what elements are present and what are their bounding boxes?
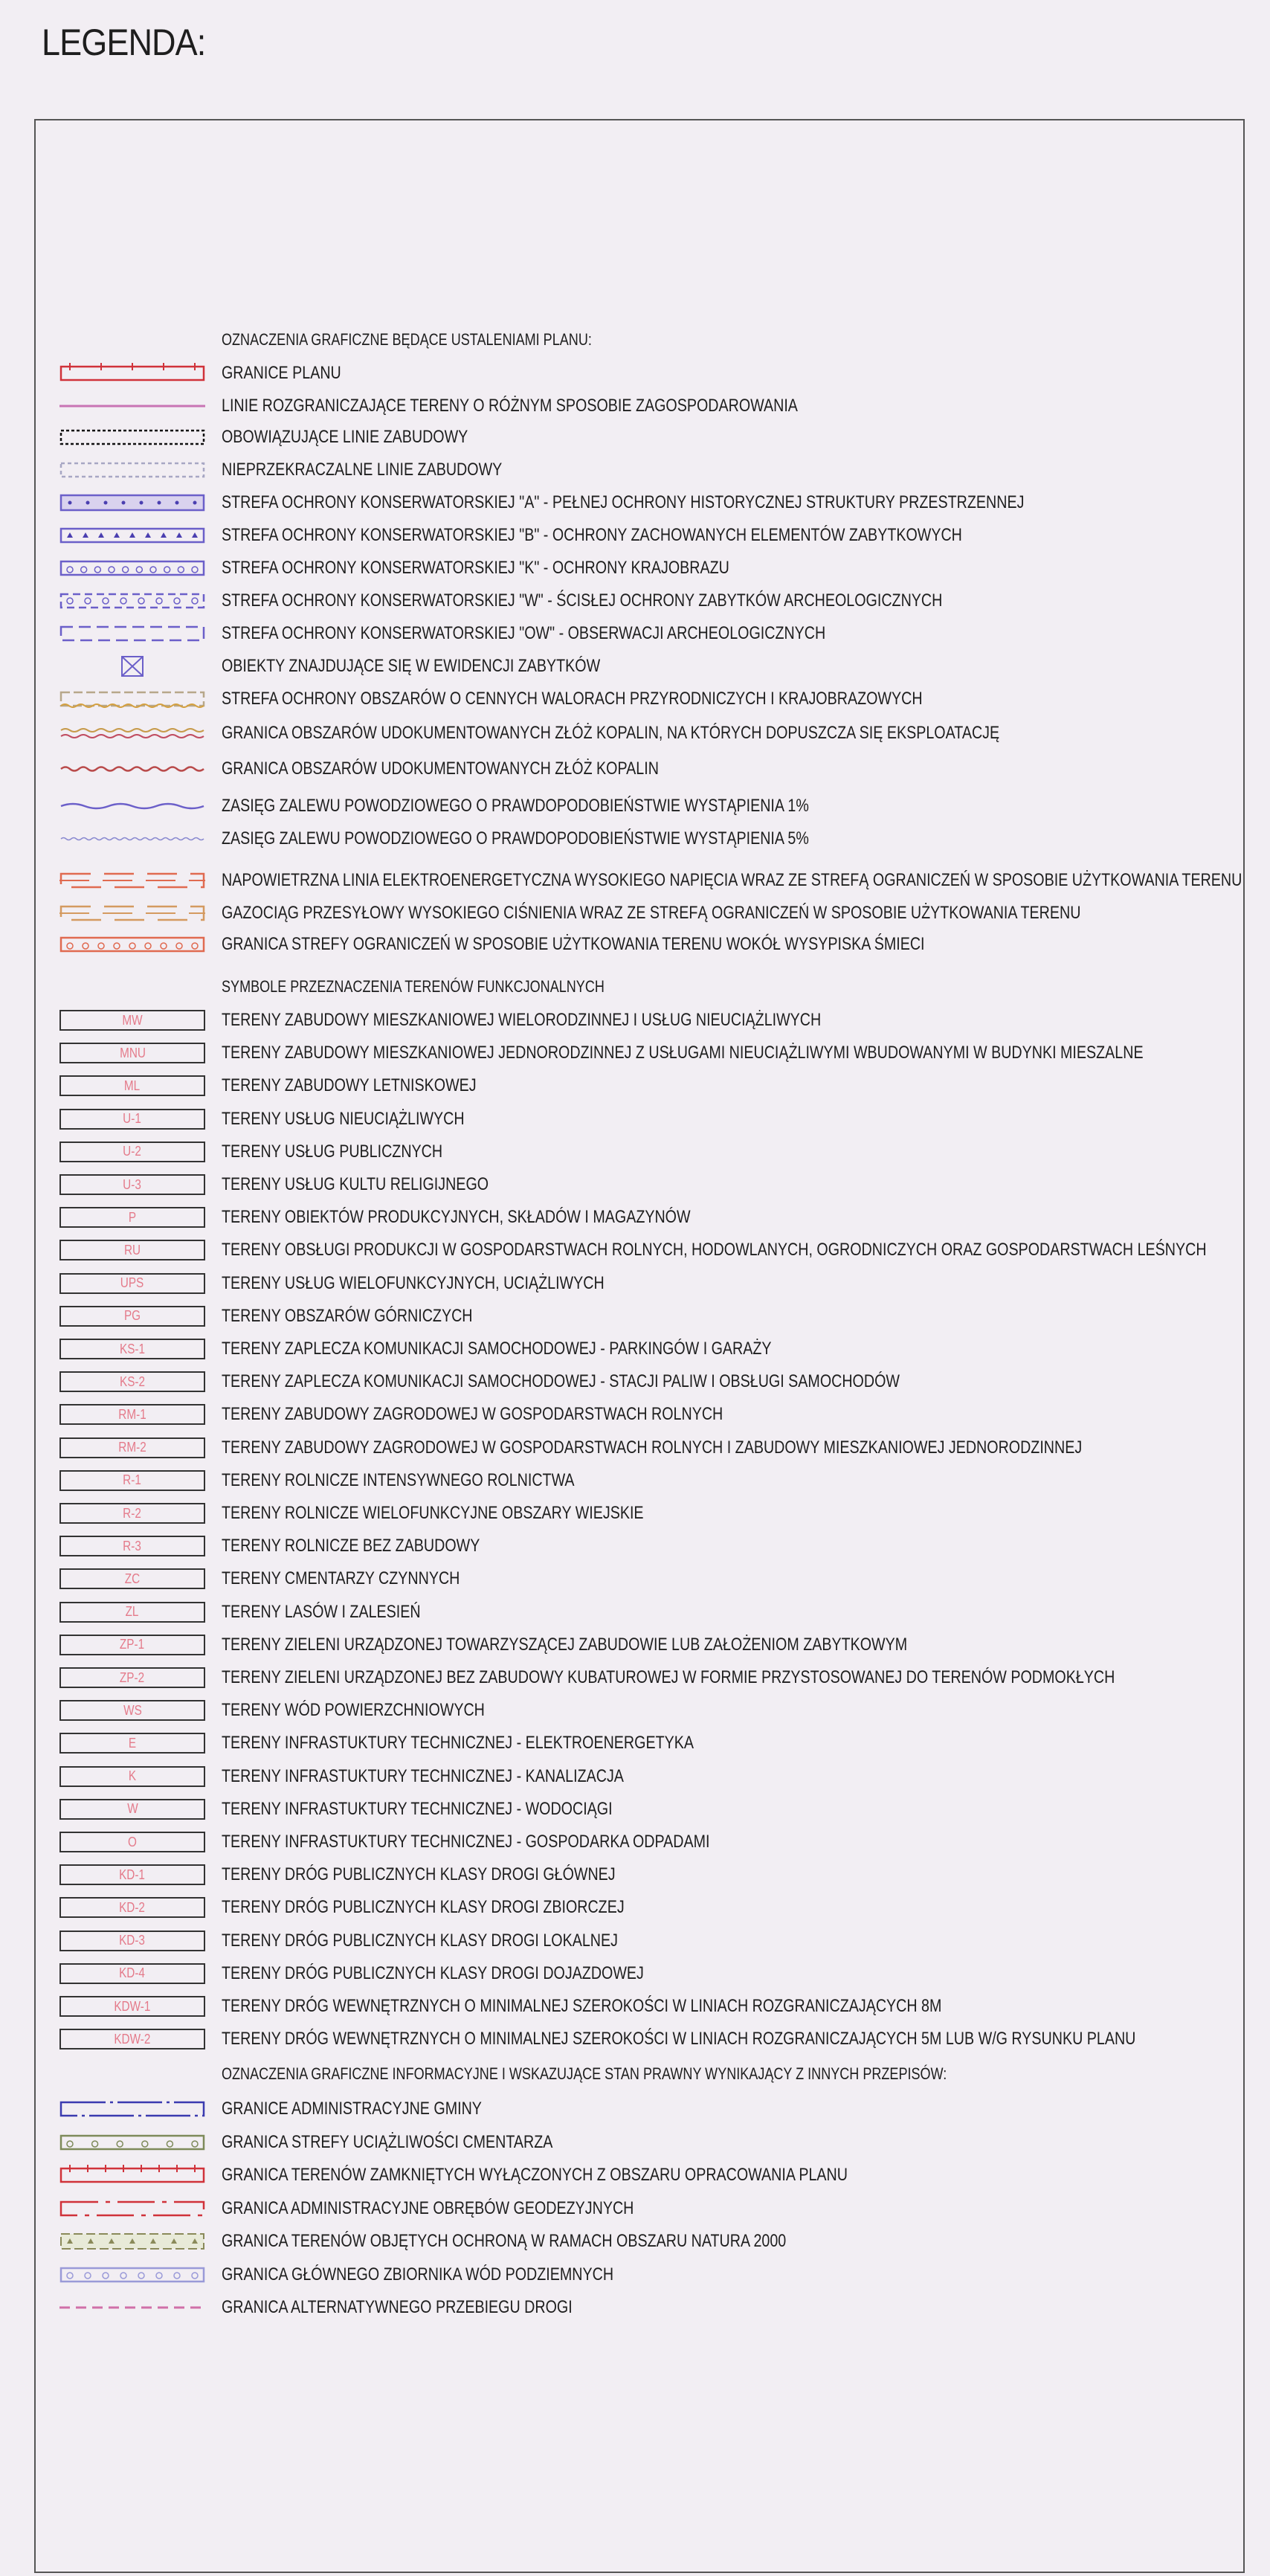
graphic-item-label: GRANICA STREFY OGRANICZEŃ W SPOSOBIE UŻYTKOWANIA TERENU WOKÓŁ WYSYPISKA ŚMIECI — [222, 934, 925, 954]
land-use-label: TERENY LASÓW I ZALESIEŃ — [222, 1601, 421, 1622]
graphic-item-row — [0, 358, 1270, 388]
land-use-label: TERENY ZAPLECZA KOMUNIKACJI SAMOCHODOWEJ - STACJI PALIW I OBSŁUGI SAMOCHODÓW — [222, 1371, 900, 1392]
land-use-code: RU — [123, 1242, 141, 1258]
land-use-label: TERENY ZIELENI URZĄDZONEJ BEZ ZABUDOWY KUBATUROWEJ W FORMIE PRZYSTOSOWANEJ DO TERENÓW PODMOKŁYCH — [222, 1667, 1115, 1687]
info-item-row — [0, 2260, 1270, 2290]
zone-w-icon — [59, 590, 205, 611]
land-use-label: TERENY ZABUDOWY MIESZKANIOWEJ WIELORODZINNEJ I USŁUG NIEUCIĄŻLIWYCH — [222, 1010, 822, 1030]
land-use-code-box — [59, 1339, 205, 1359]
zone-a-icon — [59, 492, 205, 513]
graphic-item-label: NIEPRZEKRACZALNE LINIE ZABUDOWY — [222, 460, 503, 480]
flood-1-icon — [59, 796, 205, 817]
land-use-label: TERENY WÓD POWIERZCHNIOWYCH — [222, 1700, 485, 1721]
land-use-label: TERENY INFRASTUKTURY TECHNICZNEJ - KANALIZACJA — [222, 1765, 624, 1786]
land-use-code: O — [128, 1834, 137, 1849]
land-use-label: TERENY ZABUDOWY MIESZKANIOWEJ JEDNORODZINNEJ Z USŁUGAMI NIEUCIĄŻLIWYMI WBUDOWANYMI W BUDYNKI MIESZALNE — [222, 1043, 1144, 1063]
land-use-label: TERENY ROLNICZE BEZ ZABUDOWY — [222, 1536, 480, 1556]
land-use-label: TERENY USŁUG WIELOFUNKCYJNYCH, UCIĄŻLIWYCH — [222, 1272, 605, 1293]
land-use-code: WS — [123, 1702, 142, 1718]
land-use-row — [0, 1269, 1270, 1298]
land-use-label: TERENY DRÓG PUBLICZNYCH KLASY DROGI LOKALNEJ — [222, 1930, 618, 1951]
land-use-label: TERENY DRÓG WEWNĘTRZNYCH O MINIMALNEJ SZEROKOŚCI W LINIACH ROZGRANICZAJĄCYCH 5M LUB W/G RYSUNKU PLANU — [222, 2029, 1136, 2049]
minerals-deposit-icon — [59, 759, 205, 779]
info-item-label: GRANICA TERENÓW ZAMKNIĘTYCH WYŁĄCZONYCH Z OBSZARU OPRACOWANIA PLANU — [222, 2165, 848, 2185]
land-use-row — [0, 1498, 1270, 1528]
land-use-label: TERENY DRÓG WEWNĘTRZNYCH O MINIMALNEJ SZEROKOŚCI W LINIACH ROZGRANICZAJĄCYCH 8M — [222, 1996, 942, 2016]
land-use-code-box — [59, 1602, 205, 1623]
graphic-item-label: GRANICA OBSZARÓW UDOKUMENTOWANYCH ZŁÓŻ KOPALIN — [222, 759, 659, 779]
land-use-code: U-2 — [123, 1144, 142, 1159]
graphic-item-row — [0, 791, 1270, 821]
land-use-code-box — [59, 1864, 205, 1885]
land-use-row — [0, 1466, 1270, 1495]
graphic-item-row — [0, 718, 1270, 748]
land-use-code-box — [59, 1700, 205, 1721]
graphic-item-label: STREFA OCHRONY KONSERWATORSKIEJ "K" - OCHRONY KRAJOBRAZU — [222, 558, 729, 578]
land-use-row — [0, 1762, 1270, 1791]
land-use-code-box — [59, 1043, 205, 1063]
land-use-row — [0, 1005, 1270, 1035]
minerals-exploitation-icon — [59, 723, 205, 744]
land-use-code-box — [59, 1207, 205, 1228]
land-use-code-box — [59, 1568, 205, 1589]
land-use-code: ZC — [124, 1571, 141, 1586]
land-use-row — [0, 1991, 1270, 2021]
land-use-code-box — [59, 1733, 205, 1754]
land-use-code: UPS — [120, 1275, 144, 1291]
land-use-code: ML — [124, 1078, 141, 1093]
graphic-item-row — [0, 824, 1270, 854]
land-use-code-box — [59, 1273, 205, 1294]
land-use-label: TERENY CMENTARZY CZYNNYCH — [222, 1568, 460, 1589]
graphic-item-label: NAPOWIETRZNA LINIA ELEKTROENERGETYCZNA WYSOKIEGO NAPIĘCIA WRAZ ZE STREFĄ OGRANICZEŃ W SPOSOBIE UŻYTKOWANIA TERENU — [222, 870, 1242, 890]
graphic-item-label: STREFA OCHRONY KONSERWATORSKIEJ "W" - ŚCISŁEJ OCHRONY ZABYTKÓW ARCHEOLOGICZNYCH — [222, 590, 943, 611]
graphic-item-row — [0, 455, 1270, 485]
info-item-label: GRANICA TERENÓW OBJĘTYCH OCHRONĄ W RAMACH OBSZARU NATURA 2000 — [222, 2231, 787, 2251]
land-use-code-box — [59, 1931, 205, 1951]
land-use-label: TERENY OBIEKTÓW PRODUKCYJNYCH, SKŁADÓW I MAGAZYNÓW — [222, 1207, 691, 1228]
municipal-boundary-icon — [59, 2099, 205, 2119]
graphic-item-row — [0, 754, 1270, 784]
land-use-code-box — [59, 1404, 205, 1425]
section-graphic-heading: OZNACZENIA GRAFICZNE BĘDĄCE USTALENIAMI PLANU: — [222, 330, 592, 349]
land-use-code: KS-2 — [119, 1374, 146, 1389]
land-use-row — [0, 1367, 1270, 1397]
land-use-label: TERENY USŁUG KULTU RELIGIJNEGO — [222, 1174, 489, 1194]
land-use-code-box — [59, 1963, 205, 1984]
legend-title: LEGENDA: — [42, 22, 206, 63]
section-info-heading: OZNACZENIA GRAFICZNE INFORMACYJNE I WSKAZUJĄCE STAN PRAWNY WYNIKAJĄCY Z INNYCH PRZEPISÓW: — [222, 2064, 947, 2083]
land-use-code-box — [59, 1766, 205, 1787]
land-use-code-box — [59, 1109, 205, 1130]
land-use-code: MNU — [119, 1045, 146, 1060]
land-use-row — [0, 1564, 1270, 1594]
land-use-row — [0, 1728, 1270, 1758]
land-use-row — [0, 1893, 1270, 1922]
land-use-label: TERENY ZABUDOWY ZAGRODOWEJ W GOSPODARSTWACH ROLNYCH I ZABUDOWY MIESZKANIOWEJ JEDNORODZINNEJ — [222, 1437, 1083, 1458]
graphic-item-label: STREFA OCHRONY KONSERWATORSKIEJ "B" - OCHRONY ZACHOWANYCH ELEMENTÓW ZABYTKOWYCH — [222, 525, 962, 545]
graphic-item-label: OBOWIĄZUJĄCE LINIE ZABUDOWY — [222, 427, 468, 447]
graphic-item-row — [0, 521, 1270, 550]
land-use-row — [0, 2024, 1270, 2054]
land-use-row — [0, 1663, 1270, 1693]
graphic-item-label: OBIEKTY ZNAJDUJĄCE SIĘ W EWIDENCJI ZABYTKÓW — [222, 656, 601, 676]
graphic-item-row — [0, 586, 1270, 616]
land-use-row — [0, 1334, 1270, 1364]
graphic-item-label: LINIE ROZGRANICZAJĄCE TERENY O RÓŻNYM SPOSOBIE ZAGOSPODAROWANIA — [222, 396, 798, 416]
alternative-road-icon — [59, 2297, 205, 2318]
land-use-row — [0, 1696, 1270, 1725]
land-use-label: TERENY OBSZARÓW GÓRNICZYCH — [222, 1305, 473, 1326]
land-use-code: K — [128, 1768, 137, 1784]
graphic-item-row — [0, 651, 1270, 681]
land-use-row — [0, 1301, 1270, 1331]
closed-areas-icon — [59, 2165, 205, 2186]
graphic-item-label: GAZOCIĄG PRZESYŁOWY WYSOKIEGO CIŚNIENIA WRAZ ZE STREFĄ OGRANICZEŃ W SPOSOBIE UŻYTKOWANIA TERENU — [222, 903, 1081, 923]
land-use-code: MW — [122, 1012, 143, 1028]
graphic-item-label: GRANICE PLANU — [222, 363, 341, 383]
land-use-code: R-2 — [123, 1505, 142, 1521]
demarcation-line-icon — [59, 396, 205, 416]
land-use-row — [0, 1038, 1270, 1068]
graphic-item-label: ZASIĘG ZALEWU POWODZIOWEGO O PRAWDOPODOBIEŃSTWIE WYSTĄPIENIA 5% — [222, 828, 809, 849]
land-use-label: TERENY ZABUDOWY LETNISKOWEJ — [222, 1075, 477, 1096]
info-item-row — [0, 2094, 1270, 2124]
land-use-code-box — [59, 1371, 205, 1392]
land-use-row — [0, 1202, 1270, 1232]
info-item-row — [0, 2194, 1270, 2224]
graphic-item-row — [0, 866, 1270, 895]
land-use-code-box — [59, 1142, 205, 1162]
mandatory-building-line-icon — [59, 427, 205, 448]
land-use-row — [0, 1630, 1270, 1660]
land-use-row — [0, 1400, 1270, 1429]
land-use-code: R-1 — [123, 1472, 142, 1488]
info-item-row — [0, 2226, 1270, 2256]
graphic-item-label: GRANICA OBSZARÓW UDOKUMENTOWANYCH ZŁÓŻ KOPALIN, NA KTÓRYCH DOPUSZCZA SIĘ EKSPLOATACJĘ — [222, 723, 1000, 743]
land-use-code-box — [59, 1306, 205, 1327]
land-use-label: TERENY ROLNICZE INTENSYWNEGO ROLNICTWA — [222, 1469, 575, 1490]
monument-register-icon — [59, 656, 205, 677]
land-use-code: U-3 — [123, 1176, 142, 1192]
land-use-label: TERENY DRÓG PUBLICZNYCH KLASY DROGI GŁÓWNEJ — [222, 1864, 616, 1885]
graphic-item-label: STREFA OCHRONY KONSERWATORSKIEJ "A" - PEŁNEJ OCHRONY HISTORYCZNEJ STRUKTURY PRZESTRZENNEJ — [222, 492, 1025, 512]
land-use-label: TERENY ZABUDOWY ZAGRODOWEJ W GOSPODARSTWACH ROLNYCH — [222, 1404, 723, 1425]
land-use-code: KDW-1 — [114, 1998, 151, 2014]
land-use-code: ZL — [126, 1604, 139, 1620]
land-use-row — [0, 1170, 1270, 1200]
info-item-label: GRANICE ADMINISTRACYJNE GMINY — [222, 2099, 482, 2119]
land-use-code-box — [59, 1470, 205, 1491]
land-use-label: TERENY USŁUG PUBLICZNYCH — [222, 1141, 443, 1162]
natura-2000-icon — [59, 2231, 205, 2252]
zone-ow-icon — [59, 623, 205, 644]
land-use-code: ZP-2 — [120, 1669, 145, 1685]
land-use-row — [0, 1860, 1270, 1890]
graphic-item-label: STREFA OCHRONY KONSERWATORSKIEJ "OW" - OBSERWACJI ARCHEOLOGICZNYCH — [222, 623, 826, 643]
land-use-code: KDW-2 — [114, 2031, 151, 2047]
section-symbols-heading: SYMBOLE PRZEZNACZENIA TERENÓW FUNKCJONALNYCH — [222, 977, 605, 996]
graphic-item-row — [0, 391, 1270, 421]
nature-valuable-zone-icon — [59, 689, 205, 709]
land-use-code-box — [59, 1536, 205, 1556]
land-use-code: RM-2 — [118, 1440, 146, 1455]
land-use-code-box — [59, 1174, 205, 1195]
land-use-row — [0, 1235, 1270, 1265]
land-use-code: E — [128, 1735, 137, 1751]
graphic-item-label: ZASIĘG ZALEWU POWODZIOWEGO O PRAWDOPODOBIEŃSTWIE WYSTĄPIENIA 1% — [222, 796, 809, 816]
land-use-code-box — [59, 1503, 205, 1524]
land-use-label: TERENY INFRASTUKTURY TECHNICZNEJ - ELEKTROENERGETYKA — [222, 1733, 694, 1754]
land-use-row — [0, 1827, 1270, 1857]
info-item-row — [0, 2160, 1270, 2190]
non-exceedable-building-line-icon — [59, 460, 205, 480]
land-use-row — [0, 1104, 1270, 1134]
land-use-row — [0, 1926, 1270, 1956]
graphic-item-row — [0, 930, 1270, 959]
graphic-item-row — [0, 553, 1270, 583]
graphic-item-label: STREFA OCHRONY OBSZARÓW O CENNYCH WALORACH PRZYRODNICZYCH I KRAJOBRAZOWYCH — [222, 689, 923, 709]
land-use-label: TERENY OBSŁUGI PRODUKCJI W GOSPODARSTWACH ROLNYCH, HODOWLANYCH, OGRODNICZYCH ORAZ GOSPODARSTWACH LEŚNYCH — [222, 1240, 1207, 1260]
land-use-code: KD-1 — [119, 1867, 146, 1882]
land-use-code-box — [59, 1010, 205, 1031]
land-use-code: KD-2 — [119, 1899, 146, 1915]
geodetic-precinct-icon — [59, 2198, 205, 2219]
info-item-label: GRANICA ADMINISTRACYJNE OBRĘBÓW GEODEZYJNYCH — [222, 2197, 634, 2218]
info-item-row — [0, 2128, 1270, 2157]
land-use-row — [0, 1137, 1270, 1167]
land-use-code-box — [59, 1667, 205, 1688]
land-use-row — [0, 1433, 1270, 1463]
graphic-item-row — [0, 488, 1270, 518]
land-use-code-box — [59, 1240, 205, 1260]
power-line-icon — [59, 870, 205, 891]
land-use-label: TERENY INFRASTUKTURY TECHNICZNEJ - WODOCIĄGI — [222, 1798, 613, 1819]
land-use-code-box — [59, 2029, 205, 2049]
land-use-label: TERENY USŁUG NIEUCIĄŻLIWYCH — [222, 1108, 465, 1129]
info-item-label: GRANICA STREFY UCIĄŻLIWOŚCI CMENTARZA — [222, 2131, 553, 2152]
land-use-code: U-1 — [123, 1111, 142, 1127]
land-use-row — [0, 1959, 1270, 1989]
info-item-row — [0, 2293, 1270, 2322]
info-item-label: GRANICA GŁÓWNEGO ZBIORNIKA WÓD PODZIEMNYCH — [222, 2264, 614, 2284]
land-use-row — [0, 1597, 1270, 1627]
land-use-code-box — [59, 1897, 205, 1918]
gas-pipeline-icon — [59, 903, 205, 924]
land-use-label: TERENY ZAPLECZA KOMUNIKACJI SAMOCHODOWEJ - PARKINGÓW I GARAŻY — [222, 1339, 772, 1359]
land-use-row — [0, 1531, 1270, 1561]
land-use-code: PG — [123, 1308, 141, 1324]
land-use-code-box — [59, 1996, 205, 2017]
info-item-label: GRANICA ALTERNATYWNEGO PRZEBIEGU DROGI — [222, 2297, 573, 2317]
land-use-code-box — [59, 1075, 205, 1096]
land-use-code: R-3 — [123, 1538, 142, 1553]
land-use-code: ZP-1 — [120, 1637, 145, 1652]
land-use-label: TERENY INFRASTUKTURY TECHNICZNEJ - GOSPODARKA ODPADAMI — [222, 1832, 710, 1852]
flood-5-icon — [59, 828, 205, 849]
zone-k-icon — [59, 558, 205, 579]
plan-boundary-icon — [59, 363, 205, 384]
graphic-item-row — [0, 619, 1270, 648]
land-use-row — [0, 1071, 1270, 1101]
land-use-code: KS-1 — [119, 1341, 146, 1356]
land-use-label: TERENY ZIELENI URZĄDZONEJ TOWARZYSZĄCEJ ZABUDOWIE LUB ZAŁOŻENIOM ZABYTKOWYM — [222, 1634, 908, 1655]
land-use-code-box — [59, 1832, 205, 1852]
land-use-label: TERENY ROLNICZE WIELOFUNKCYJNE OBSZARY WIEJSKIE — [222, 1503, 644, 1523]
graphic-item-row — [0, 422, 1270, 452]
land-use-row — [0, 1794, 1270, 1824]
land-use-code: KD-4 — [119, 1965, 146, 1981]
landfill-zone-icon — [59, 934, 205, 955]
graphic-item-row — [0, 898, 1270, 928]
land-use-code-box — [59, 1635, 205, 1655]
land-use-label: TERENY DRÓG PUBLICZNYCH KLASY DROGI ZBIORCZEJ — [222, 1897, 625, 1918]
land-use-code-box — [59, 1437, 205, 1458]
land-use-code: W — [126, 1801, 138, 1817]
land-use-code-box — [59, 1799, 205, 1820]
cemetery-zone-icon — [59, 2132, 205, 2153]
zone-b-icon — [59, 525, 205, 546]
graphic-item-row — [0, 684, 1270, 714]
groundwater-reservoir-icon — [59, 2264, 205, 2285]
land-use-code: KD-3 — [119, 1933, 146, 1948]
land-use-code: P — [128, 1209, 137, 1225]
land-use-label: TERENY DRÓG PUBLICZNYCH KLASY DROGI DOJAZDOWEJ — [222, 1962, 644, 1983]
land-use-code: RM-1 — [118, 1406, 146, 1422]
